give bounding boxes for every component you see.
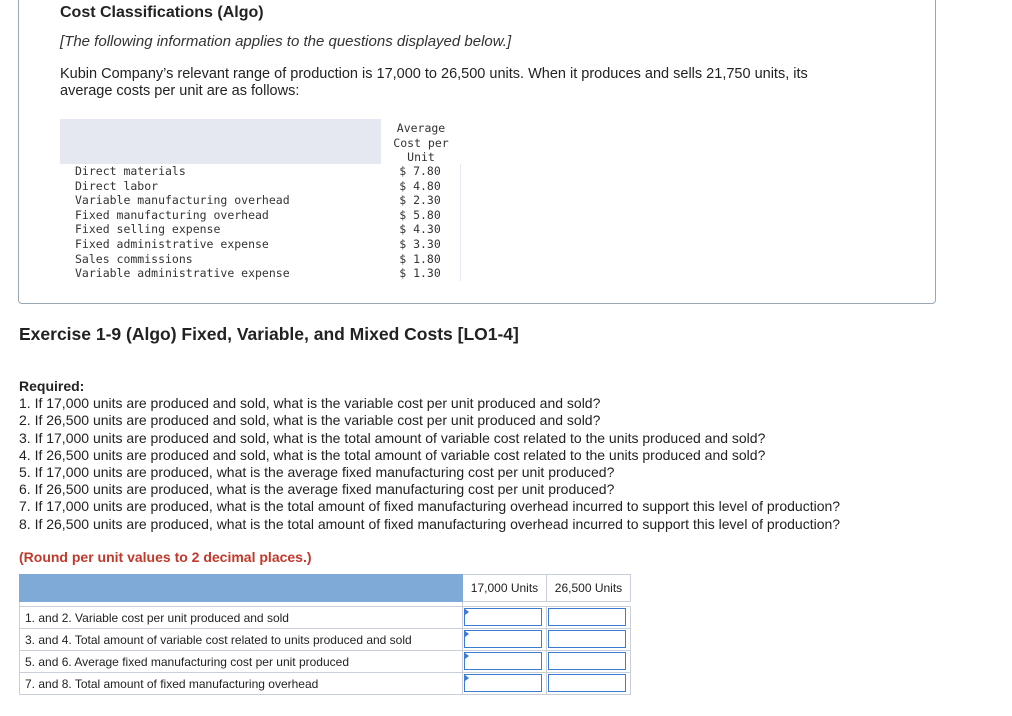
question-item: 1. If 17,000 units are produced and sold, what is the variable cost per unit produced and sold? (19, 395, 601, 412)
cost-row (60, 193, 461, 208)
cost-value: $ 4.30 (380, 222, 460, 237)
cost-label: Variable manufacturing overhead (60, 193, 380, 208)
cost-value: $ 1.30 (380, 266, 460, 281)
cost-label: Fixed administrative expense (60, 237, 380, 252)
answer-input-26500-row4[interactable] (548, 674, 626, 692)
answer-table (19, 574, 631, 695)
cost-value: $ 1.80 (380, 252, 460, 267)
required-label: Required: (19, 378, 85, 394)
cost-value: $ 3.30 (380, 237, 460, 252)
answer-row (20, 629, 631, 651)
question-item: 7. If 17,000 units are produced, what is the total amount of fixed manufacturing overhead incurred to support this level of production? (19, 498, 841, 515)
input-marker-icon (465, 609, 469, 615)
answer-row (20, 651, 631, 673)
cost-value: $ 2.30 (380, 193, 460, 208)
cost-table (60, 119, 461, 281)
answer-cell (547, 607, 631, 629)
cost-value: $ 7.80 (380, 164, 460, 179)
question-item: 2. If 26,500 units are produced and sold, what is the variable cost per unit produced and sold? (19, 412, 601, 429)
cost-label: Fixed manufacturing overhead (60, 208, 380, 223)
cost-row (60, 208, 461, 223)
question-item: 6. If 26,500 units are produced, what is the average fixed manufacturing cost per unit produced? (19, 481, 615, 498)
column-header-17000: 17,000 Units (463, 575, 547, 602)
question-item: 8. If 26,500 units are produced, what is the total amount of fixed manufacturing overhead incurred to support this level of production? (19, 515, 841, 532)
cost-row (60, 252, 461, 267)
cost-row (60, 266, 461, 281)
answer-cell (463, 629, 547, 651)
cost-value: $ 5.80 (380, 208, 460, 223)
cost-row (60, 179, 461, 194)
answer-cell (463, 651, 547, 673)
cost-table-header (60, 119, 461, 164)
cost-value: $ 4.80 (380, 179, 460, 194)
cost-row (60, 164, 461, 179)
answer-row-label: 3. and 4. Total amount of variable cost related to units produced and sold (20, 629, 463, 651)
cost-header-line1: Average (396, 121, 446, 135)
answer-input-17000-row2[interactable] (464, 630, 542, 648)
answer-row (20, 673, 631, 695)
answer-cell (547, 629, 631, 651)
problem-statement: Kubin Company’s relevant range of production is 17,000 to 26,500 units. When it produces and sells 21,750 units, its average costs per unit are as follows: (60, 66, 808, 99)
answer-input-17000-row1[interactable] (464, 608, 542, 626)
cost-header-line2: Cost per (393, 135, 449, 150)
cost-table-body (60, 164, 461, 281)
answer-table-header-row (20, 575, 631, 602)
answer-row-label: 1. and 2. Variable cost per unit produced and sold (20, 607, 463, 629)
answer-cell (547, 673, 631, 695)
page-title: Cost Classifications (Algo) (60, 4, 264, 21)
intro-note: [The following information applies to the questions displayed below.] (60, 33, 512, 50)
answer-input-26500-row1[interactable] (548, 608, 626, 626)
answer-input-26500-row3[interactable] (548, 652, 626, 670)
cost-label: Sales commissions (60, 252, 380, 267)
cost-row (60, 222, 461, 237)
answer-input-26500-row2[interactable] (548, 630, 626, 648)
answer-input-17000-row3[interactable] (464, 652, 542, 670)
cost-header-line3: Unit (407, 150, 435, 164)
cost-label: Direct materials (60, 164, 380, 179)
cost-label: Variable administrative expense (60, 266, 380, 281)
exercise-title: Exercise 1-9 (Algo) Fixed, Variable, and Mixed Costs [LO1-4] (19, 324, 519, 344)
answer-row-label: 7. and 8. Total amount of fixed manufacturing overhead (20, 673, 463, 695)
answer-cell (547, 651, 631, 673)
answer-input-17000-row4[interactable] (464, 674, 542, 692)
cost-label: Direct labor (60, 179, 380, 194)
question-item: 4. If 26,500 units are produced and sold, what is the total amount of variable cost related to the units produced and sold? (19, 446, 766, 463)
cost-label: Fixed selling expense (60, 222, 380, 237)
question-item: 3. If 17,000 units are produced and sold, what is the total amount of variable cost related to the units produced and sold? (19, 429, 766, 446)
input-marker-icon (465, 675, 469, 681)
input-marker-icon (465, 631, 469, 637)
answer-row-label: 5. and 6. Average fixed manufacturing cost per unit produced (20, 651, 463, 673)
cost-table-header-spacer (60, 119, 381, 164)
answer-cell (463, 673, 547, 695)
question-item: 5. If 17,000 units are produced, what is the average fixed manufacturing cost per unit produced? (19, 464, 615, 481)
required-section (19, 378, 999, 533)
answer-cell (463, 607, 547, 629)
cost-table-column-header (381, 119, 461, 164)
column-header-26500: 26,500 Units (547, 575, 631, 602)
rounding-note: (Round per unit values to 2 decimal places.) (19, 549, 312, 565)
cost-row (60, 237, 461, 252)
answer-row (20, 607, 631, 629)
answer-table-header-blank (20, 575, 463, 602)
input-marker-icon (465, 653, 469, 659)
